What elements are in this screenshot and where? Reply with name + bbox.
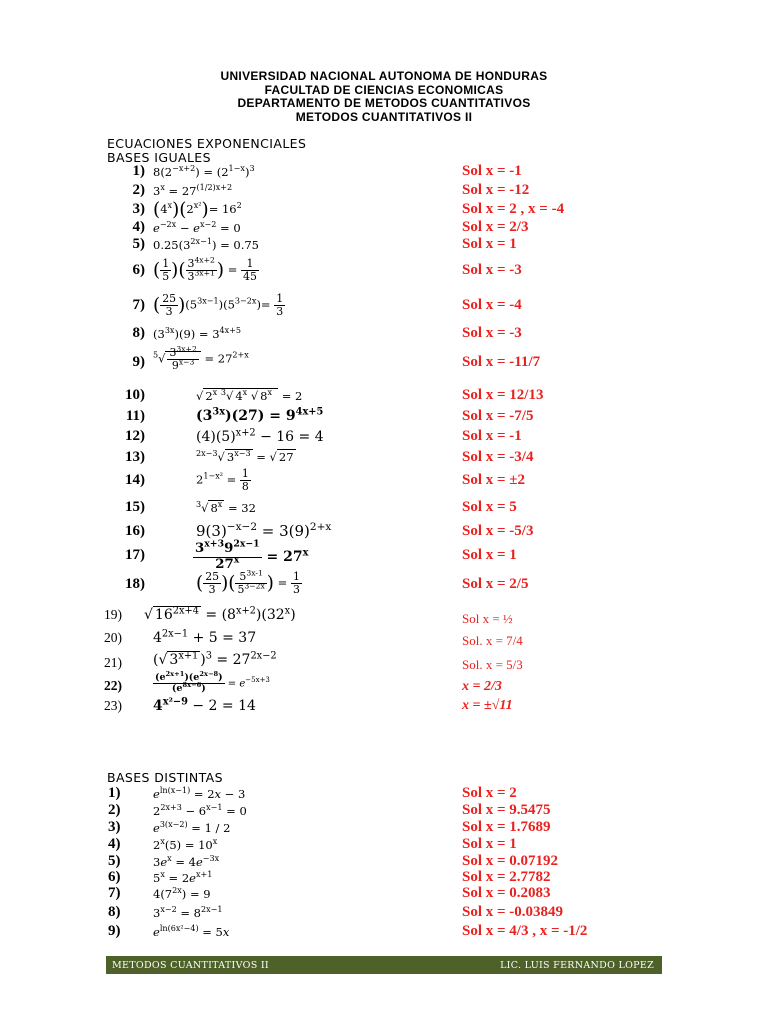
problem-number: 19): [104, 607, 122, 622]
solution: Sol x = 1.7689: [462, 819, 551, 835]
equation: $(4)(5)^{x+2} - 16 = 4$: [196, 427, 324, 445]
equation: $5^x = 2e^{x+1}$: [153, 870, 213, 885]
solution: Sol x = -12: [462, 182, 530, 198]
equation: $9(3)^{-x-2} = 3(9)^{2+x}$: [196, 521, 332, 540]
problem-number: 16): [125, 523, 145, 539]
equation: $3^{x-2} = 8^{2x-1}$: [153, 905, 223, 920]
solution: Sol x = 12/13: [462, 387, 544, 403]
section-title: BASES DISTINTAS: [107, 770, 223, 785]
equation: $(3^{3x})(9) = 3^{4x+5}$: [153, 326, 242, 341]
problem-number: 6): [132, 262, 145, 278]
solution: Sol x = -5/3: [462, 523, 534, 539]
document-header: [0, 70, 768, 124]
problem-number: 8): [132, 325, 145, 341]
problem-number: 7): [108, 885, 121, 901]
footer-course: METODOS CUANTITATIVOS II: [112, 959, 269, 971]
solution: Sol x = -1: [462, 428, 522, 444]
solution: Sol x = 2 , x = -4: [462, 201, 565, 217]
problem-number: 2): [108, 802, 121, 818]
problem-number: 1): [108, 785, 121, 801]
problem-number: 23): [104, 698, 122, 713]
problem-number: 15): [125, 499, 145, 515]
solution: Sol x = 4/3 , x = -1/2: [462, 923, 588, 939]
solution: Sol x = 0.2083: [462, 885, 551, 901]
university-name: UNIVERSIDAD NACIONAL AUTONOMA DE HONDURAS: [220, 69, 548, 83]
solution: Sol x = 2/5: [462, 576, 529, 592]
equation: √ $16^{2x+4} = (8^{x+2})(32^x)$: [144, 605, 296, 623]
solution: Sol x = -3: [462, 262, 522, 278]
faculty-name: FACULTAD DE CIENCIAS ECONOMICAS: [264, 82, 504, 97]
problem-number: 17): [125, 547, 145, 563]
equation: (√ $3^{x+1}$ )$^3 = 27^{2x-2}$: [153, 650, 277, 668]
equation: $3^x = 27^{(1/2)x+2}$: [153, 183, 233, 198]
solution: Sol x = -7/5: [462, 408, 534, 424]
department-name: DEPARTAMENTO DE METODOS CUANTITATIVOS: [237, 96, 531, 110]
section-title: ECUACIONES EXPONENCIALES: [107, 136, 307, 151]
problem-number: 1): [132, 163, 145, 179]
course-name: METODOS CUANTITATIVOS II: [295, 109, 473, 124]
solution: Sol x = ½: [462, 611, 513, 626]
problem-number: 6): [108, 869, 121, 885]
problem-number: 5): [132, 236, 145, 252]
problem-number: 20): [104, 630, 122, 645]
equation: ( $\frac{25}{3}$ )( $\frac{5^{3x-1}}{5^{3-2x}}$ ) = $\frac{1}{3}$: [196, 568, 300, 596]
equation: $0.25(3^{2x-1}) = 0.75$: [153, 237, 259, 252]
equation: $^5$√ $\frac{3^{3x+2}}{9^{x-3}}$ = $27^{2+x}$: [153, 344, 249, 372]
solution: Sol. x = 5/3: [462, 657, 523, 672]
equation: ( $\frac{1}{5}$ )( $\frac{3^{4x+2}}{3^{3x+1}}$ ) = $\frac{1}{45}$: [153, 255, 257, 283]
solution: Sol x = -3: [462, 325, 522, 341]
problem-number: 13): [125, 449, 145, 465]
equation: $^3$√ $8^x = 32$: [196, 500, 256, 515]
equation: $4^{2x-1} + 5 = 37$: [153, 628, 257, 646]
solution: Sol x = 0.07192: [462, 853, 559, 869]
footer-author: LIC. LUIS FERNANDO LOPEZ: [500, 959, 654, 971]
problem-number: 10): [125, 387, 145, 403]
solution: Sol x = -4: [462, 297, 522, 313]
equation: $e^{3(x-2)} = 1 / 2$: [153, 820, 231, 835]
equation: $e^{ln(6x^2-4)} = 5x$: [153, 924, 230, 939]
problem-number: 5): [108, 853, 121, 869]
equation: $\frac{3^{x+3}9^{2x-1}}{27^x}$ = $27^x$: [195, 538, 309, 572]
solution: Sol x = -0.03849: [462, 904, 564, 920]
equation: ( $\frac{25}{3}$ )$(5^{3x-1})(5^{3-2x})=$ $\frac{1}{3}$: [153, 292, 284, 318]
solution: Sol x = ±2: [462, 472, 526, 488]
problem-number: 4): [108, 836, 121, 852]
solution: x = 2/3: [462, 679, 502, 694]
problem-number: 12): [125, 428, 145, 444]
problem-number: 4): [132, 219, 145, 235]
problem-number: 14): [125, 472, 145, 488]
equation: $3e^x = 4e^{-3x}$: [153, 854, 220, 869]
section-subtitle: BASES IGUALES: [107, 150, 211, 165]
solution: Sol x = 9.5475: [462, 802, 551, 818]
problem-number: 22): [104, 678, 122, 693]
problem-number: 21): [104, 655, 122, 670]
equation: $(3^{3x})(27) = 9^{4x+5}$: [196, 406, 324, 424]
equation: $e^{-2x} - e^{x-2} = 0$: [153, 220, 241, 235]
equation: √ 2$^x$ $^3$√ 4$^x$ √ $8^x = 2$: [196, 388, 303, 403]
solution: Sol x = 2/3: [462, 219, 529, 235]
solution: Sol x = -11/7: [462, 354, 541, 370]
problem-number: 3): [132, 201, 145, 217]
equation: $4(7^{2x}) = 9$: [153, 886, 211, 901]
equation: $4^{x^2-9} - 2 = 14$: [153, 696, 256, 714]
problem-number: 7): [132, 297, 145, 313]
equation: $2^{1-x^2}$ = $\frac{1}{8}$: [196, 467, 249, 493]
problem-number: 11): [125, 408, 145, 424]
solution: Sol x = 1: [462, 236, 517, 252]
equation: $^{2x-3}$√ $3^{x-3}$ = √ 27: [196, 449, 294, 464]
equation: $2^{2x+3} - 6^{x-1} = 0$: [153, 803, 247, 818]
problem-number: 3): [108, 819, 121, 835]
equation: $e^{ln(x-1)} = 2x - 3$: [153, 786, 246, 801]
solution: Sol x = -1: [462, 163, 522, 179]
equation: $8(2^{-x+2}) = (2^{1-x})^3$: [153, 164, 255, 179]
solution: Sol x = 5: [462, 499, 517, 515]
problem-number: 9): [132, 354, 145, 370]
equation: $(4^x)(2^{x^2})= 16^2$: [153, 199, 242, 221]
problem-number: 18): [125, 576, 145, 592]
solution: Sol x = -3/4: [462, 449, 534, 465]
solution: Sol x = 2: [462, 785, 517, 801]
solution: Sol x = 2.7782: [462, 869, 551, 885]
equation: $2^x(5) = 10^x$: [153, 837, 218, 852]
solution: Sol x = 1: [462, 547, 517, 563]
problem-number: 9): [108, 923, 121, 939]
equation: $\frac{(e^{2x+1})(e^{2x-8})}{(e^{8x-6})}$ = $e^{-5x+3}$: [155, 669, 270, 695]
problem-number: 2): [132, 182, 145, 198]
problem-number: 8): [108, 904, 121, 920]
page-footer: [106, 956, 662, 974]
solution: x = ±√11: [462, 698, 513, 713]
solution: Sol. x = 7/4: [462, 633, 523, 648]
solution: Sol x = 1: [462, 836, 517, 852]
